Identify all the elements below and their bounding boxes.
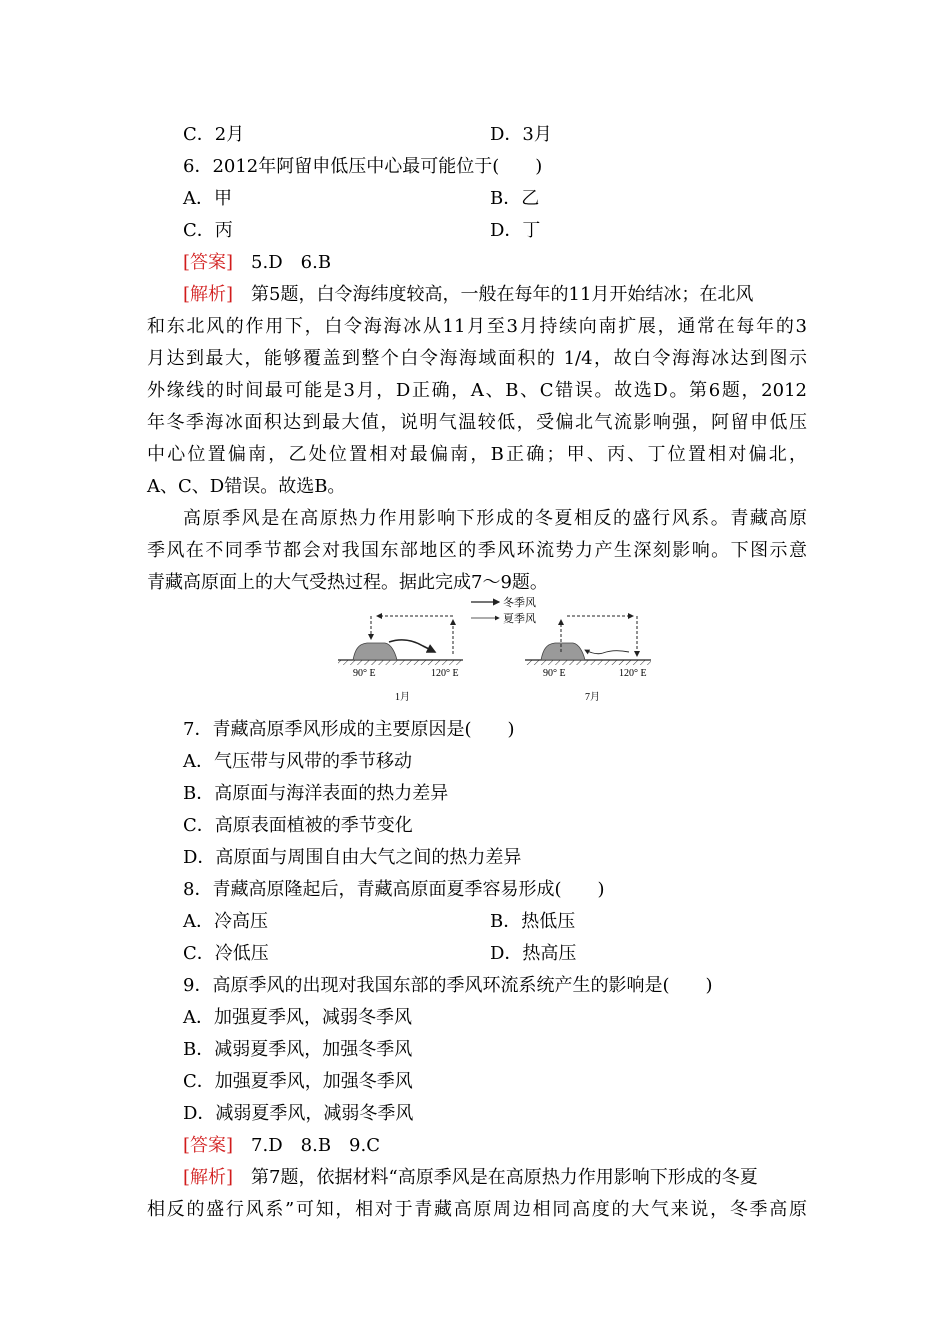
q8-option-d: D．热高压 [490,943,577,964]
material-line-0: 高原季风是在高原热力作用影响下形成的冬夏相反的盛行风系。青藏高原 [183,508,807,529]
winter-monsoon-arrow [389,640,435,652]
january-caption: 1月 [395,692,410,703]
legend-summer: 夏季风 [503,613,536,625]
analysis-tag: [解析] [183,1167,234,1188]
july-caption: 7月 [585,692,600,703]
july-panel [525,616,651,703]
right-lon-90: 90° E [543,668,566,679]
analysis-1-line-3: 外缘线的时间最可能是3月，D正确，A、B、C错误。故选D。第6题，2012 [147,380,807,401]
q6-option-d: D．丁 [490,220,541,241]
analysis-tag: [解析] [183,284,234,305]
legend-winter: 冬季风 [503,597,536,609]
analysis-1-line-0: [解析] 第5题，白令海纬度较高，一般在每年的11月开始结冰；在北风 [183,284,754,305]
q8-stem: 8．青藏高原隆起后，青藏高原面夏季容易形成( ) [183,879,605,900]
answer-text: 7.D 8.B 9.C [233,1135,380,1156]
material-line-2: 青藏高原面上的大气受热过程。据此完成7～9题。 [147,572,548,593]
q5-option-d: D．3月 [490,124,552,145]
analysis-1-line-5: 中心位置偏南，乙处位置相对最偏南，B正确；甲、丙、丁位置相对偏北， [147,444,807,465]
q7-option-d: D．高原面与周围自由大气之间的热力差异 [183,847,522,868]
q6-option-b: B．乙 [490,188,540,209]
q9-option-a: A．加强夏季风，减弱冬季风 [183,1007,412,1028]
q9-option-b: B．减弱夏季风，加强冬季风 [183,1039,413,1060]
answer-2 [183,1133,380,1159]
q7-option-c: C．高原表面植被的季节变化 [183,815,413,836]
q7-option-b: B．高原面与海洋表面的热力差异 [183,783,449,804]
q9-stem: 9．高原季风的出现对我国东部的季风环流系统产生的影响是( ) [183,975,713,996]
legend [471,595,536,625]
q5-option-c: C．2月 [183,124,245,145]
analysis-1-line-6: A、C、D错误。故选B。 [147,476,346,497]
q7-stem: 7．青藏高原季风形成的主要原因是( ) [183,719,515,740]
left-lon-120: 120° E [431,668,459,679]
analysis-2-line-0: [解析] 第7题，依据材料“高原季风是在高原热力作用影响下形成的冬夏 [183,1167,758,1188]
plateau-monsoon-figure [333,590,663,710]
analysis-2-line-1: 相反的盛行风系”可知，相对于青藏高原周边相同高度的大气来说，冬季高原 [147,1199,807,1220]
material-line-1: 季风在不同季节都会对我国东部地区的季风环流势力产生深刻影响。下图示意 [147,540,807,561]
q8-option-a: A．冷高压 [183,911,268,932]
answer-1 [183,250,331,276]
left-lon-90: 90° E [353,668,376,679]
right-lon-120: 120° E [619,668,647,679]
q9-option-c: C．加强夏季风，加强冬季风 [183,1071,413,1092]
plateau-left [353,643,397,660]
answer-tag: [答案] [183,252,234,273]
january-panel [338,616,463,703]
ground-hatch-left [338,660,463,665]
analysis-1-line-1: 和东北风的作用下，白令海海冰从11月至3月持续向南扩展，通常在每年的3 [147,316,807,337]
q9-option-d: D．减弱夏季风，减弱冬季风 [183,1103,414,1124]
q6-option-c: C．丙 [183,220,233,241]
summer-monsoon-arrow [585,650,629,654]
answer-text: 5.D 6.B [233,252,332,273]
plateau-right [541,643,585,660]
q7-option-a: A．气压带与风带的季节移动 [183,751,412,772]
q6-option-a: A．甲 [183,188,232,209]
analysis-1-line-2: 月达到最大，能够覆盖到整个白令海海域面积的 1/4，故白令海海冰达到图示 [147,348,807,369]
q8-option-c: C．冷低压 [183,943,269,964]
answer-tag: [答案] [183,1135,234,1156]
q8-option-b: B．热低压 [490,911,576,932]
analysis-1-line-4: 年冬季海冰面积达到最大值，说明气温较低，受偏北气流影响强，阿留申低压 [147,412,807,433]
ground-hatch-right [525,660,651,665]
q6-stem: 6．2012年阿留申低压中心最可能位于( ) [183,156,543,177]
